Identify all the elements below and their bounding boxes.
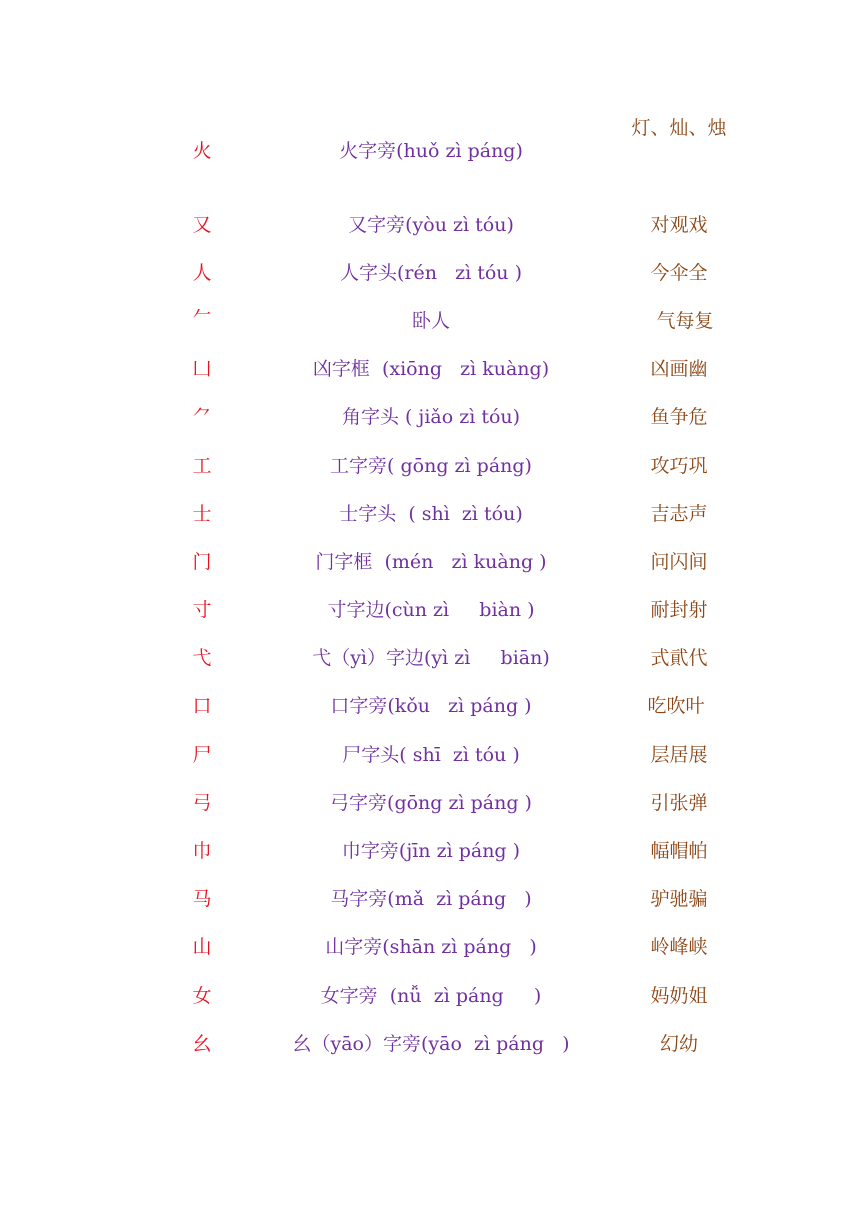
radical-char: 幺 xyxy=(192,1033,212,1055)
example-chars: 灯、灿、烛 xyxy=(631,117,727,139)
radical-char: 𠂉 xyxy=(192,304,212,326)
radical-name: 巾字旁(jīn zì páng ) xyxy=(341,840,521,862)
radical-char: 人 xyxy=(192,262,212,284)
example-chars: 吃吹叶 xyxy=(647,695,705,717)
radical-name: 弓字旁(gōng zì páng ) xyxy=(330,792,532,814)
example-chars: 凶画幽 xyxy=(650,358,708,380)
example-chars: 引张弹 xyxy=(650,792,708,814)
radical-name: 士字头 ( shì zì tóu) xyxy=(339,503,523,525)
radical-name: 马字旁(mǎ zì páng ) xyxy=(330,888,532,910)
radical-name: 角字头 ( jiǎo zì tóu) xyxy=(341,406,521,428)
radical-name: 山字旁(shān zì páng ) xyxy=(325,936,537,958)
table-row xyxy=(0,836,860,866)
table-row xyxy=(0,210,860,240)
table-row xyxy=(0,884,860,914)
radical-char: 口 xyxy=(192,695,212,717)
radical-char: 士 xyxy=(192,503,212,525)
table-row xyxy=(0,981,860,1011)
radical-char: ⺈ xyxy=(192,406,212,428)
radical-name: 女字旁 (nǚ zì páng ) xyxy=(320,985,542,1007)
radical-char: 门 xyxy=(192,551,212,573)
table-row xyxy=(0,451,860,481)
example-chars: 对观戏 xyxy=(650,214,708,236)
table-row xyxy=(0,740,860,770)
radical-char: 尸 xyxy=(192,744,212,766)
radical-char: 山 xyxy=(192,936,212,958)
radical-char: 弋 xyxy=(192,647,212,669)
table-row xyxy=(0,354,860,384)
radical-char: 工 xyxy=(192,455,212,477)
table-row xyxy=(0,691,860,721)
example-chars: 攻巧巩 xyxy=(650,455,708,477)
example-chars: 问闪间 xyxy=(650,551,708,573)
table-row xyxy=(0,932,860,962)
radical-name: 尸字头( shī zì tóu ) xyxy=(342,744,520,766)
table-row xyxy=(0,117,860,166)
table-row xyxy=(0,547,860,577)
radical-name: 凶字框 (xiōng zì kuàng) xyxy=(312,358,550,380)
table-row xyxy=(0,595,860,625)
table-row xyxy=(0,643,860,673)
radical-char: 凵 xyxy=(192,358,212,380)
table-row xyxy=(0,402,860,432)
radical-char: 马 xyxy=(192,888,212,910)
table-row xyxy=(0,499,860,529)
radical-char: 又 xyxy=(192,214,212,236)
radical-name: 寸字边(cùn zì biàn ) xyxy=(327,599,535,621)
example-chars: 驴驰骗 xyxy=(650,888,708,910)
example-chars: 鱼争危 xyxy=(650,406,708,428)
radical-char: 弓 xyxy=(192,792,212,814)
example-chars: 岭峰峡 xyxy=(650,936,708,958)
radical-name: 门字框 (mén zì kuàng ) xyxy=(315,551,547,573)
example-chars: 气每复 xyxy=(656,310,714,332)
radical-name: 人字头(rén zì tóu ) xyxy=(340,262,522,284)
table-row xyxy=(0,788,860,818)
radical-char: 火 xyxy=(192,140,212,162)
example-chars: 层居展 xyxy=(650,744,708,766)
radical-char: 女 xyxy=(192,985,212,1007)
radical-name: 卧人 xyxy=(411,310,450,332)
table-row xyxy=(0,258,860,288)
example-chars: 耐封射 xyxy=(650,599,708,621)
example-chars: 吉志声 xyxy=(650,503,708,525)
example-chars: 幅帽帕 xyxy=(650,840,708,862)
radical-name: 幺（yāo）字旁(yāo zì páng ) xyxy=(292,1033,570,1055)
radical-char: 寸 xyxy=(192,599,212,621)
example-chars: 式貮代 xyxy=(650,647,708,669)
radical-name: 火字旁(huǒ zì páng) xyxy=(339,140,523,162)
radical-name: 口字旁(kǒu zì páng ) xyxy=(330,695,532,717)
radical-name: 又字旁(yòu zì tóu) xyxy=(348,214,514,236)
table-row xyxy=(0,306,860,336)
radical-char: 巾 xyxy=(192,840,212,862)
example-chars: 妈奶姐 xyxy=(650,985,708,1007)
radical-name: 弋（yì）字边(yì zì biān) xyxy=(312,647,550,669)
example-chars: 今伞全 xyxy=(650,262,708,284)
radical-name: 工字旁( gōng zì páng) xyxy=(330,455,532,477)
example-chars: 幻幼 xyxy=(659,1033,698,1055)
table-row xyxy=(0,1029,860,1059)
